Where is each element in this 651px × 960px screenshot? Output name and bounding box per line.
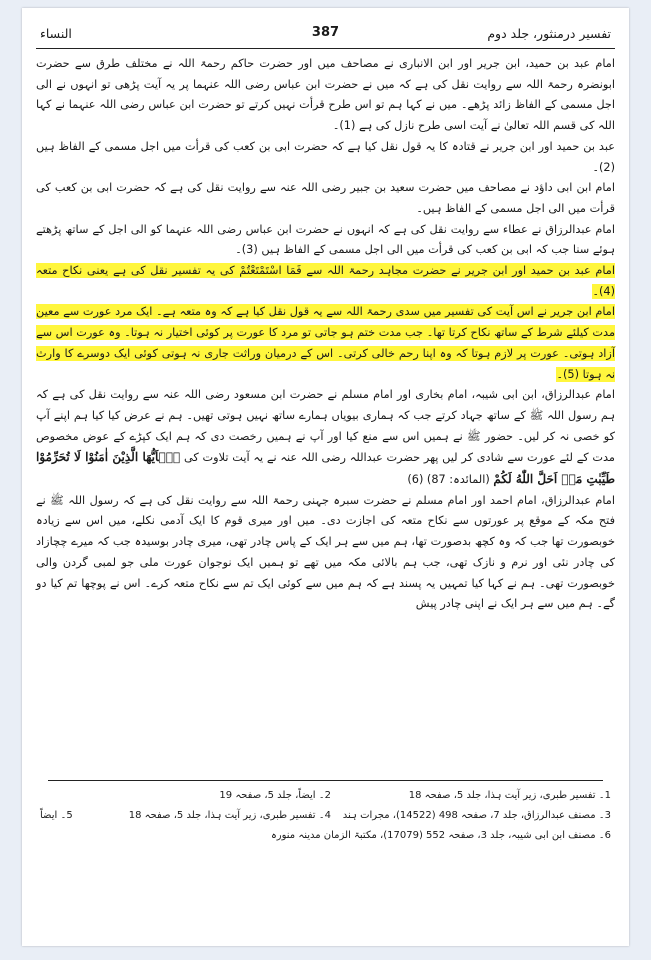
- footnote-2: 2۔ ایضاً، جلد 5، صفحہ 19: [219, 790, 331, 801]
- highlighted-paragraph-1: [36, 261, 615, 302]
- paragraph-2: عبد بن حمید اور ابن جریر نے قتادہ کا یہ قول نقل کیا ہے کہ حضرت ابی بن کعب کی قرأت میں اجل مسمی کے الفاظ ہیں (2)۔: [36, 139, 615, 174]
- ayah-reference: (المائدہ: 87) (6): [407, 473, 490, 487]
- footnote-3: 3۔ مصنف عبدالرزاق، جلد 7، صفحہ 498 (14522)، مجرات ہند: [342, 810, 611, 821]
- footnote-5: 5۔ ایضاً: [40, 810, 73, 821]
- paragraph-1: امام عبد بن حمید، ابن جریر اور ابن الانباری نے مصاحف میں اور حضرت حاکم رحمۃ اللہ نے مختلف طرق سے حضرت ابونضرہ رحمۃ اللہ سے روایت نقل کی ہے کہ میں نے حضرت ابن عباس رضی اللہ عنہما پر یہ آیت پڑھی تو انہوں نے الی اجل مسمی کے الفاظ زائد پڑھے۔ میں نے کہا ہم تو اس طرح قرأت نہیں کرتے تو حضرت ابن عباس رضی اللہ عنہما نے کہا اللہ کی قسم اللہ تعالیٰ نے آیت اسی طرح نازل کی ہے (1)۔: [36, 57, 615, 133]
- paragraph-3: امام ابن ابی داؤد نے مصاحف میں حضرت سعید بن جبیر رضی اللہ عنہ سے روایت نقل کی ہے کہ حضرت ابی بن کعب کی قرأت میں الی اجل مسمی کے الفاظ ہیں۔: [36, 181, 615, 215]
- footnote-4: 4۔ تفسیر طبری، زیر آیت ہذا، جلد 5، صفحہ 18: [128, 810, 331, 821]
- book-title: تفسیر درمنثور، جلد دوم: [487, 26, 611, 41]
- paragraph-5: [36, 385, 615, 491]
- quran-ayah: يٰۤاَيُّهَا الَّذِيْنَ اٰمَنُوْا لَا تُحَرِّمُوْا طَيِّبٰتِ مَاۤ اَحَلَّ اللّٰهُ لَكُمْ: [36, 450, 615, 487]
- footnote-1: 1۔ تفسیر طبری، زیر آیت ہذا، جلد 5، صفحہ 18: [408, 790, 611, 801]
- highlight-mark: امام ابن جریر نے اس آیت کی تفسیر میں سدی رحمۃ اللہ سے یہ قول نقل کیا ہے کہ وہ متعہ ہے۔ ایک مرد عورت سے معین مدت کیلئے شرط کے ساتھ نکاح کرتا تھا۔ جب مدت ختم ہو جاتی تو مرد کا عورت پر کوئی اختیار نہ ہوتا۔ وہ عورت اس سے آزاد ہوتی۔ عورت پر لازم ہوتا کہ وہ اپنا رحم خالی کرتی۔ اس کے درمیان وراثت جاری نہ ہوتی کوئی ایک دوسرے کا وارث نہ ہوتا (5)۔: [36, 305, 615, 381]
- paragraph-5-text: امام عبدالرزاق، ابن ابی شیبہ، امام بخاری اور امام مسلم نے حضرت ابن مسعود رضی اللہ عنہ سے روایت نقل کی ہے کہ ہم رسول اللہ ﷺ کے ساتھ جہاد کرتے جب کہ ہماری بیویاں ہمارے ساتھ نہیں ہوتی تھیں۔ ہم نے عرض کیا کیا ہم اپنے آپ کو خصی نہ کر لیں۔ حضور ﷺ نے ہمیں اس سے منع کیا اور آپ نے ہمیں رخصت دی کہ ہم ایک کپڑے کے عوض مخصوص مدت کے لئے عورت سے شادی کر لیں پھر حضرت عبداللہ رضی اللہ عنہ نے یہ آیت تلاوت کی: [36, 388, 615, 465]
- page-body: [36, 54, 615, 774]
- footnote-divider: [48, 780, 603, 781]
- highlight-mark: امام عبد بن حمید اور ابن جریر نے حضرت مجاہد رحمۃ اللہ سے فَمَا اسْتَمْتَعْتُمْ کی یہ تفسیر نقل کی ہے یعنی نکاح متعہ (4)۔: [36, 264, 615, 298]
- highlighted-paragraph-2: [36, 302, 615, 385]
- header-divider: [36, 48, 615, 49]
- paragraph-6: امام عبدالرزاق، امام احمد اور امام مسلم نے حضرت سبرہ جہنی رحمۃ اللہ سے روایت نقل کی ہے کہ رسول اللہ ﷺ نے فتح مکہ کے موقع پر عورتوں سے نکاح متعہ کی اجازت دی۔ میں اور میری قوم کا ایک آدمی نکلے، میں اس سے زیادہ خوبصورت تھا جب کہ وہ کچھ بدصورت تھا، ہم میں سے ہر ایک کے پاس چادر تھی، میری چادر بوسیدہ جب کہ میرے چچازاد کی چادر نئی اور نرم و نازک تھی، جب ہم بالائی مکہ میں تھے تو ہمیں ایک نوجوان عورت ملی جو لمبی گردن والی خوبصورت تھی۔ ہم نے کہا کیا تمہیں یہ پسند ہے کہ ہم میں سے کوئی ایک تم سے نکاح متعہ کرے۔ اس نے پوچھا تم کیا دو گے۔ ہم میں سے ہر ایک نے اپنی چادر پیش: [36, 493, 615, 611]
- footnote-6: 6۔ مصنف ابن ابی شیبہ، جلد 3، صفحہ 552 (17079)، مکتبۃ الزمان مدینہ منورہ: [270, 830, 611, 841]
- footnotes: [40, 786, 611, 856]
- page-number: 387: [311, 25, 340, 40]
- page-header: [40, 24, 611, 46]
- paragraph-4: امام عبدالرزاق نے عطاء سے روایت نقل کی ہے کہ انہوں نے حضرت ابن عباس رضی اللہ عنہما کو الی اجل کے ساتھ پڑھتے ہوئے سنا جب کہ ابی بن کعب کی قرأت میں الی اجل مسمی کے الفاظ ہیں (3)۔: [36, 222, 615, 257]
- book-page: [22, 8, 629, 946]
- surah-name: النساء: [40, 26, 72, 41]
